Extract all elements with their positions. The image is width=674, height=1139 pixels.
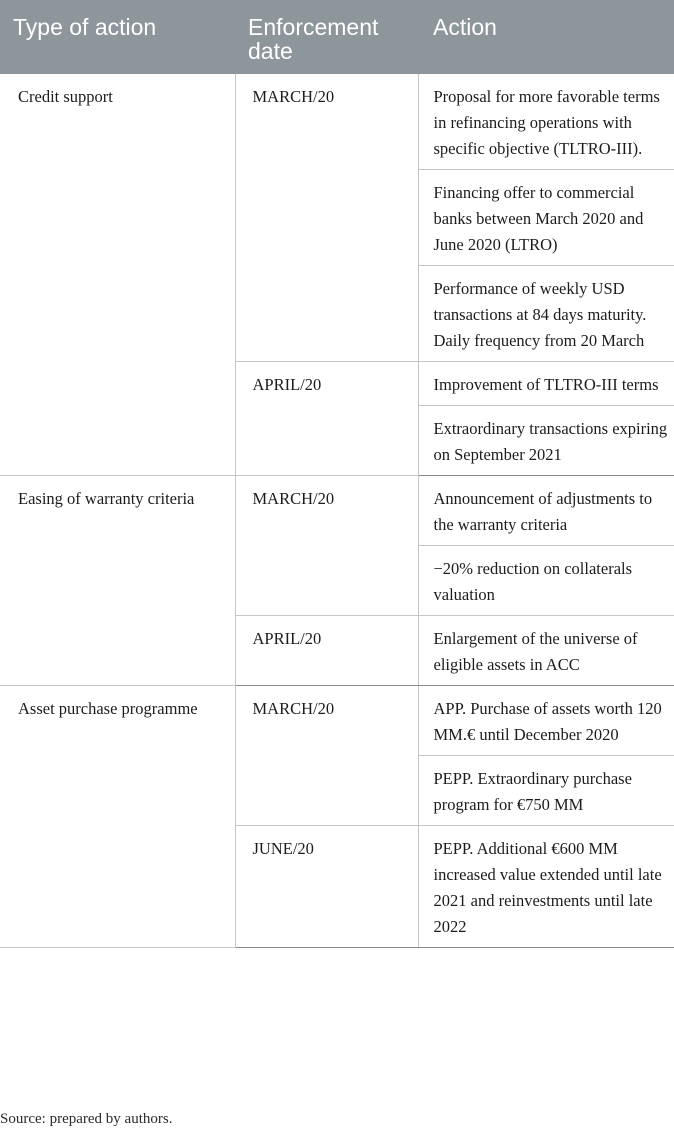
date-cell: JUNE/20	[235, 826, 418, 948]
action-cell: Proposal for more favorable terms in refinancing operations with specific objective (TLTRO-III).	[418, 74, 674, 170]
type-cell: Credit support	[0, 74, 235, 476]
header-row	[0, 0, 674, 74]
action-cell: Performance of weekly USD transactions at 84 days maturity. Daily frequency from 20 March	[418, 266, 674, 362]
table-row	[0, 74, 674, 170]
date-cell: APRIL/20	[235, 362, 418, 476]
table-row	[0, 686, 674, 756]
action-cell: Extraordinary transactions expiring on September 2021	[418, 406, 674, 476]
table-body	[0, 74, 674, 948]
action-cell: −20% reduction on collaterals valuation	[418, 546, 674, 616]
action-cell: Financing offer to commercial banks between March 2020 and June 2020 (LTRO)	[418, 170, 674, 266]
date-cell: MARCH/20	[235, 686, 418, 826]
type-cell: Asset purchase programme	[0, 686, 235, 948]
date-cell: MARCH/20	[235, 74, 418, 362]
date-cell: APRIL/20	[235, 616, 418, 686]
action-cell: Enlargement of the universe of eligible assets in ACC	[418, 616, 674, 686]
action-cell: PEPP. Extraordinary purchase program for €750 MM	[418, 756, 674, 826]
source-note: Source: prepared by authors.	[0, 1111, 173, 1127]
header-type-of-action: Type of action	[0, 0, 235, 74]
table-row	[0, 476, 674, 546]
table-header	[0, 0, 674, 74]
date-cell: MARCH/20	[235, 476, 418, 616]
type-cell: Easing of warranty criteria	[0, 476, 235, 686]
action-cell: Improvement of TLTRO-III terms	[418, 362, 674, 406]
action-cell: APP. Purchase of assets worth 120 MM.€ until December 2020	[418, 686, 674, 756]
action-cell: Announcement of adjustments to the warranty criteria	[418, 476, 674, 546]
action-cell: PEPP. Additional €600 MM increased value extended until late 2021 and reinvestments until late 2022	[418, 826, 674, 948]
header-enforcement-date: Enforcement date	[235, 0, 418, 74]
header-action: Action	[418, 0, 674, 74]
